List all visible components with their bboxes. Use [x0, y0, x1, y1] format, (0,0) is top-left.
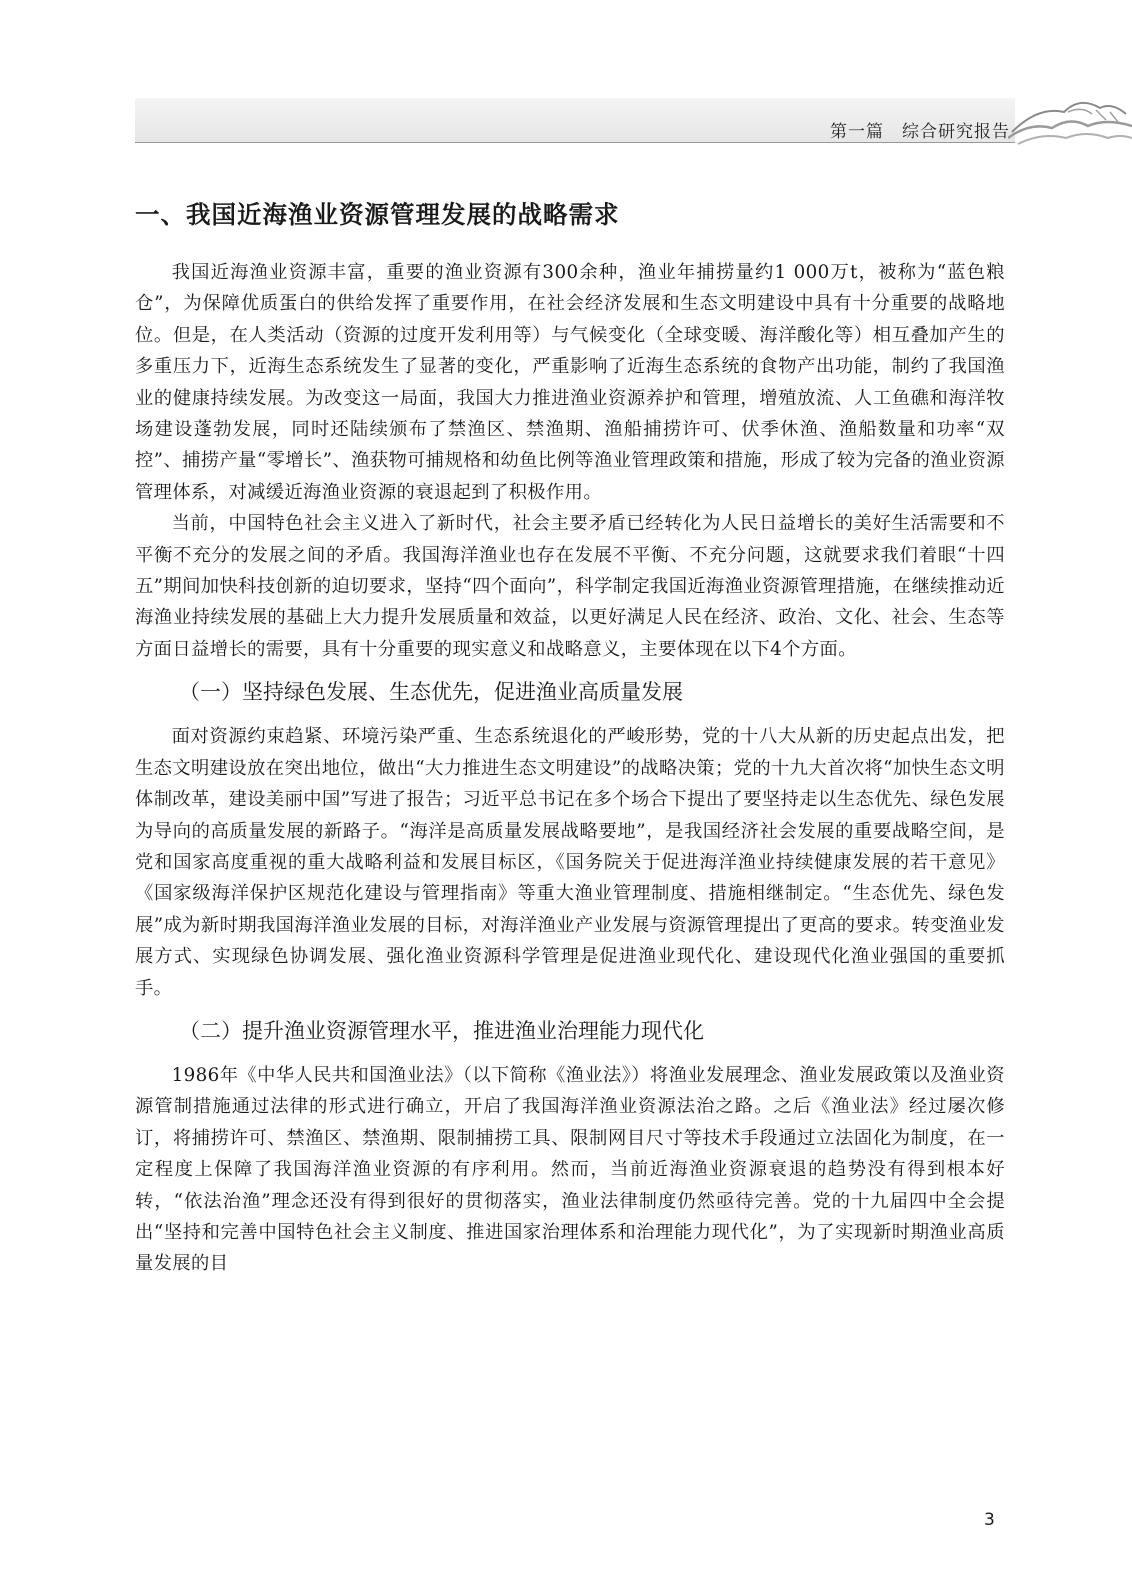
intro-paragraph-1: 我国近海渔业资源丰富，重要的渔业资源有300余种，渔业年捕捞量约1 000万t，被称为“蓝色粮仓”，为保障优质蛋白的供给发挥了重要作用，在社会经济发展和生态文明建设中具有十分重要的战略地位。但是，在人类活动（资源的过度开发利用等）与气候变化（全球变暖、海洋酸化等）相互叠加产生的多重压力下，近海生态系统发生了显著的变化，严重影响了近海生态系统的食物产出功能，制约了我国渔业的健康持续发展。为改变这一局面，我国大力推进渔业资源养护和管理，增殖放流、人工鱼礁和海洋牧场建设蓬勃发展，同时还陆续颁布了禁渔区、禁渔期、渔船捕捞许可、伏季休渔、渔船数量和功率“双控”、捕捞产量“零增长”、渔获物可捕规格和幼鱼比例等渔业管理政策和措施，形成了较为完备的渔业资源管理体系，对减缓近海渔业资源的衰退起到了积极作用。: [135, 262, 1005, 503]
subsection-paragraph-2: 1986年《中华人民共和国渔业法》（以下简称《渔业法》）将渔业发展理念、渔业发展政策以及渔业资源管制措施通过法律的形式进行确立，开启了我国海洋渔业资源法治之路。之后《渔业法》经过屡次修订，将捕捞许可、禁渔区、禁渔期、限制捕捞工具、限制网目尺寸等技术手段通过立法固化为制度，在一定程度上保障了我国海洋渔业资源的有序利用。然而，当前近海渔业资源衰退的趋势没有得到根本好转，“依法治渔”理念还没有得到很好的贯彻落实，渔业法律制度仍然亟待完善。党的十九届四中全会提出“坚持和完善中国特色社会主义制度、推进国家治理体系和治理能力现代化”，为了实现新时期渔业高质量发展的目: [135, 1064, 1005, 1275]
header-title: 综合研究报告: [902, 122, 1010, 142]
header-part-label: 第一篇: [830, 122, 884, 142]
wave-mountain-logo-icon: [1008, 92, 1132, 148]
intro-paragraph-2: 当前，中国特色社会主义进入了新时代，社会主要矛盾已经转化为人民日益增长的美好生活需要和不平衡不充分的发展之间的矛盾。我国海洋渔业也存在发展不平衡、不充分问题，这就要求我们着眼“十四五”期间加快科技创新的迫切要求，坚持“四个面向”，科学制定我国近海渔业资源管理措施，在继续推动近海渔业持续发展的基础上大力提升发展质量和效益，以更好满足人民在经济、政治、文化、社会、生态等方面日益增长的需要，具有十分重要的现实意义和战略意义，主要体现在以下4个方面。: [135, 513, 1005, 660]
subsection-heading-2: （二）提升渔业资源管理水平，推进渔业治理能力现代化: [179, 1018, 704, 1043]
section-heading: 一、我国近海渔业资源管理发展的战略需求: [135, 200, 620, 229]
subsection-paragraph-1: 面对资源约束趋紧、环境污染严重、生态系统退化的严峻形势，党的十八大从新的历史起点出发，把生态文明建设放在突出地位，做出“大力推进生态文明建设”的战略决策；党的十九大首次将“加快生态文明体制改革，建设美丽中国”写进了报告；习近平总书记在多个场合下提出了要坚持走以生态优先、绿色发展为导向的高质量发展的新路子。“海洋是高质量发展战略要地”，是我国经济社会发展的重要战略空间，是党和国家高度重视的重大战略利益和发展目标区，《国务院关于促进海洋渔业持续健康发展的若干意见》《国家级海洋保护区规范化建设与管理指南》等重大渔业管理制度、措施相继制定。“生态优先、绿色发展”成为新时期我国海洋渔业发展的目标，对海洋渔业产业发展与资源管理提出了更高的要求。转变渔业发展方式、实现绿色协调发展、强化渔业资源科学管理是促进渔业现代化、建设现代化渔业强国的重要抓手。: [135, 726, 1005, 999]
page-number: 3: [984, 1510, 995, 1530]
page-content: [135, 196, 1005, 1280]
subsection-heading-1: （一）坚持绿色发展、生态优先，促进渔业高质量发展: [179, 680, 683, 705]
running-header: [830, 117, 1010, 142]
